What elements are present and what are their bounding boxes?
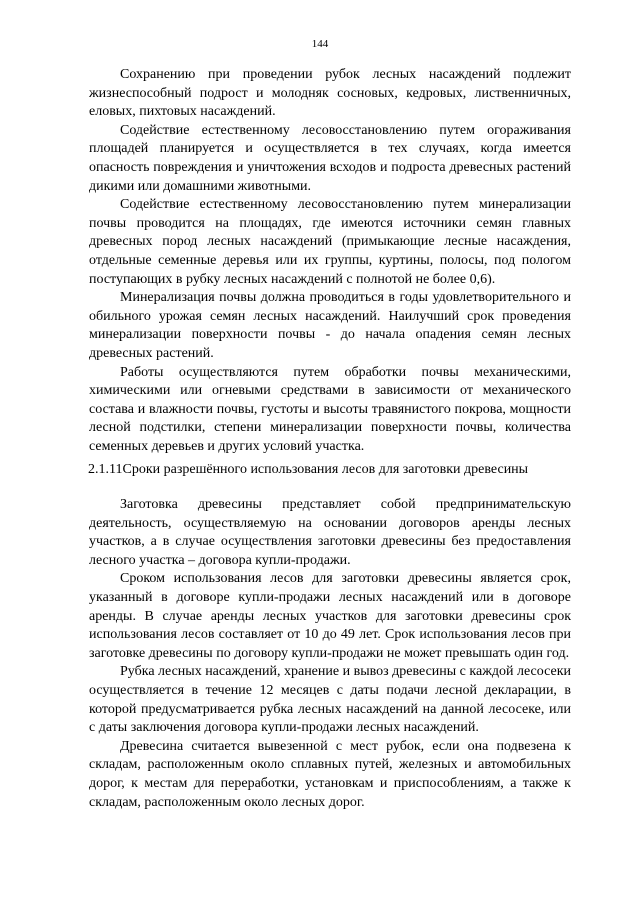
paragraph: Сроком использования лесов для заготовки древесины является срок, указанный в договоре купли-продажи лесных насаждений или в договоре аренды. В случае аренды лесных участков для заготовки древесины срок использования лесов составляет от 10 до 49 лет. Срок использования лесов при заготовке древесины по договору купли-продажи не может превышать один год. bbox=[89, 571, 571, 661]
paragraph: Заготовка древесины представляет собой предпринимательскую деятельность, осуществляемую на основании договоров аренды лесных участков, а в случае осуществления заготовки древесины без предоставления лесного участка – договора купли-продажи. bbox=[89, 497, 571, 568]
paragraph: Работы осуществляются путем обработки почвы механическими, химическими или огневыми средствами в зависимости от механического состава и влажности почвы, густоты и высоты травянистого покрова, мощности лесной подстилки, степени минерализации поверхности почвы, количества семенных деревьев и других условий участка. bbox=[89, 364, 571, 454]
page-number: 144 bbox=[311, 38, 329, 50]
paragraph: Содействие естественному лесовосстановлению путем минерализации почвы проводится на площадях, где имеются источники семян главных древесных пород лесных насаждений (примыкающие лесные насаждения, отдельные семенные деревья или их группы, куртины, полосы, под пологом поступающих в рубку лесных насаждений с полнотой не более 0,6). bbox=[89, 197, 571, 287]
paragraph: Минерализация почвы должна проводиться в годы удовлетворительного и обильного урожая семян лесных насаждений. Наилучший срок проведения минерализации поверхности почвы - до начала опадения семян лесных древесных растений. bbox=[89, 290, 571, 361]
paragraph: Сохранению при проведении рубок лесных насаждений подлежит жизнеспособный подрост и молодняк сосновых, кедровых, лиственничных, еловых, пихтовых насаждений. bbox=[89, 67, 571, 120]
paragraph: Древесина считается вывезенной с мест рубок, если она подвезена к складам, расположенным около сплавных путей, железных и автомобильных дорог, к местам для переработки, установкам и приспособлениям, а также к складам, расположенным около лесных дорог. bbox=[89, 738, 571, 810]
body-text-lower bbox=[89, 496, 571, 812]
paragraph: Содействие естественному лесовосстановлению путем огораживания площадей планируется и осуществляется в тех случаях, когда имеется опасность повреждения и уничтожения всходов и подроста древесных растений дикими или домашними животными. bbox=[89, 122, 571, 194]
body-text-upper bbox=[89, 66, 571, 456]
section-heading: 2.1.11Сроки разрешённого использования лесов для заготовки древесины bbox=[88, 462, 529, 477]
paragraph: Рубка лесных насаждений, хранение и вывоз древесины с каждой лесосеки осуществляется в течение 12 месяцев с даты подачи лесной декларации, в которой предусматривается рубка лесных насаждений на данной лесосеке, или с даты заключения договора купли-продажи лесных насаждений. bbox=[89, 664, 571, 736]
